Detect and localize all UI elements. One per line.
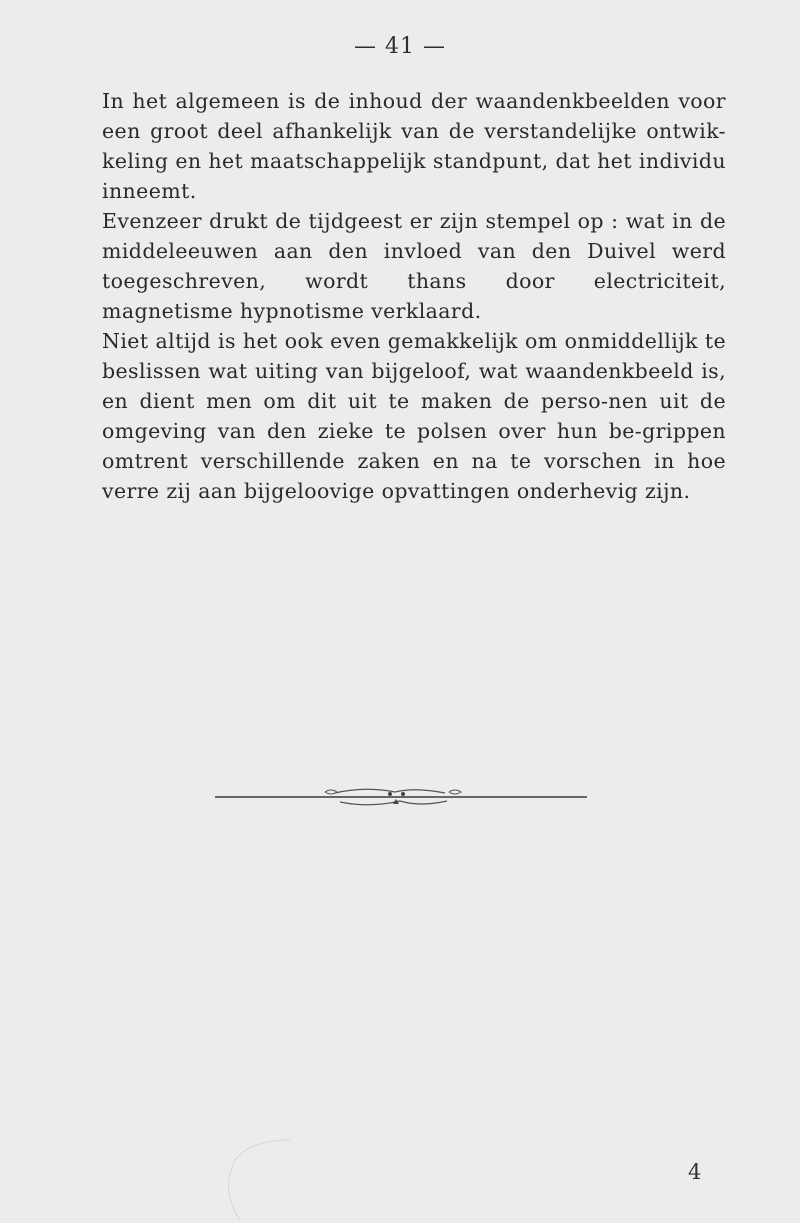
page-number-header: — 41 — <box>354 34 446 59</box>
paragraph-2: Evenzeer drukt de tijdgeest er zijn stempel op : wat in de middeleeuwen aan den invloed van den Duivel werd toegeschreven, wordt thans door electriciteit, magnetisme hypnotisme verklaard. <box>102 209 726 323</box>
paper-scuff-mark <box>200 1080 320 1220</box>
body-text <box>102 86 726 506</box>
paragraph-1: In het algemeen is de inhoud der waandenkbeelden voor een groot deel afhankelijk van de verstandelijke ontwik-keling en het maatschappelijk standpunt, dat het individu inneemt. <box>102 89 726 203</box>
paragraph-3: Niet altijd is het ook even gemakkelijk om onmiddellijk te beslissen wat uiting van bijgeloof, wat waandenkbeeld is, en dient men om dit uit te maken de perso-nen uit de omgeving van den zieke te polsen over hun be-grippen omtrent verschillende zaken en na te vorschen in hoe verre zij aan bijgeloovige opvattingen onderhevig zijn. <box>102 329 726 503</box>
ornament-divider <box>215 784 587 814</box>
ornament-divider-icon <box>215 784 587 814</box>
signature-mark: 4 <box>688 1160 702 1184</box>
